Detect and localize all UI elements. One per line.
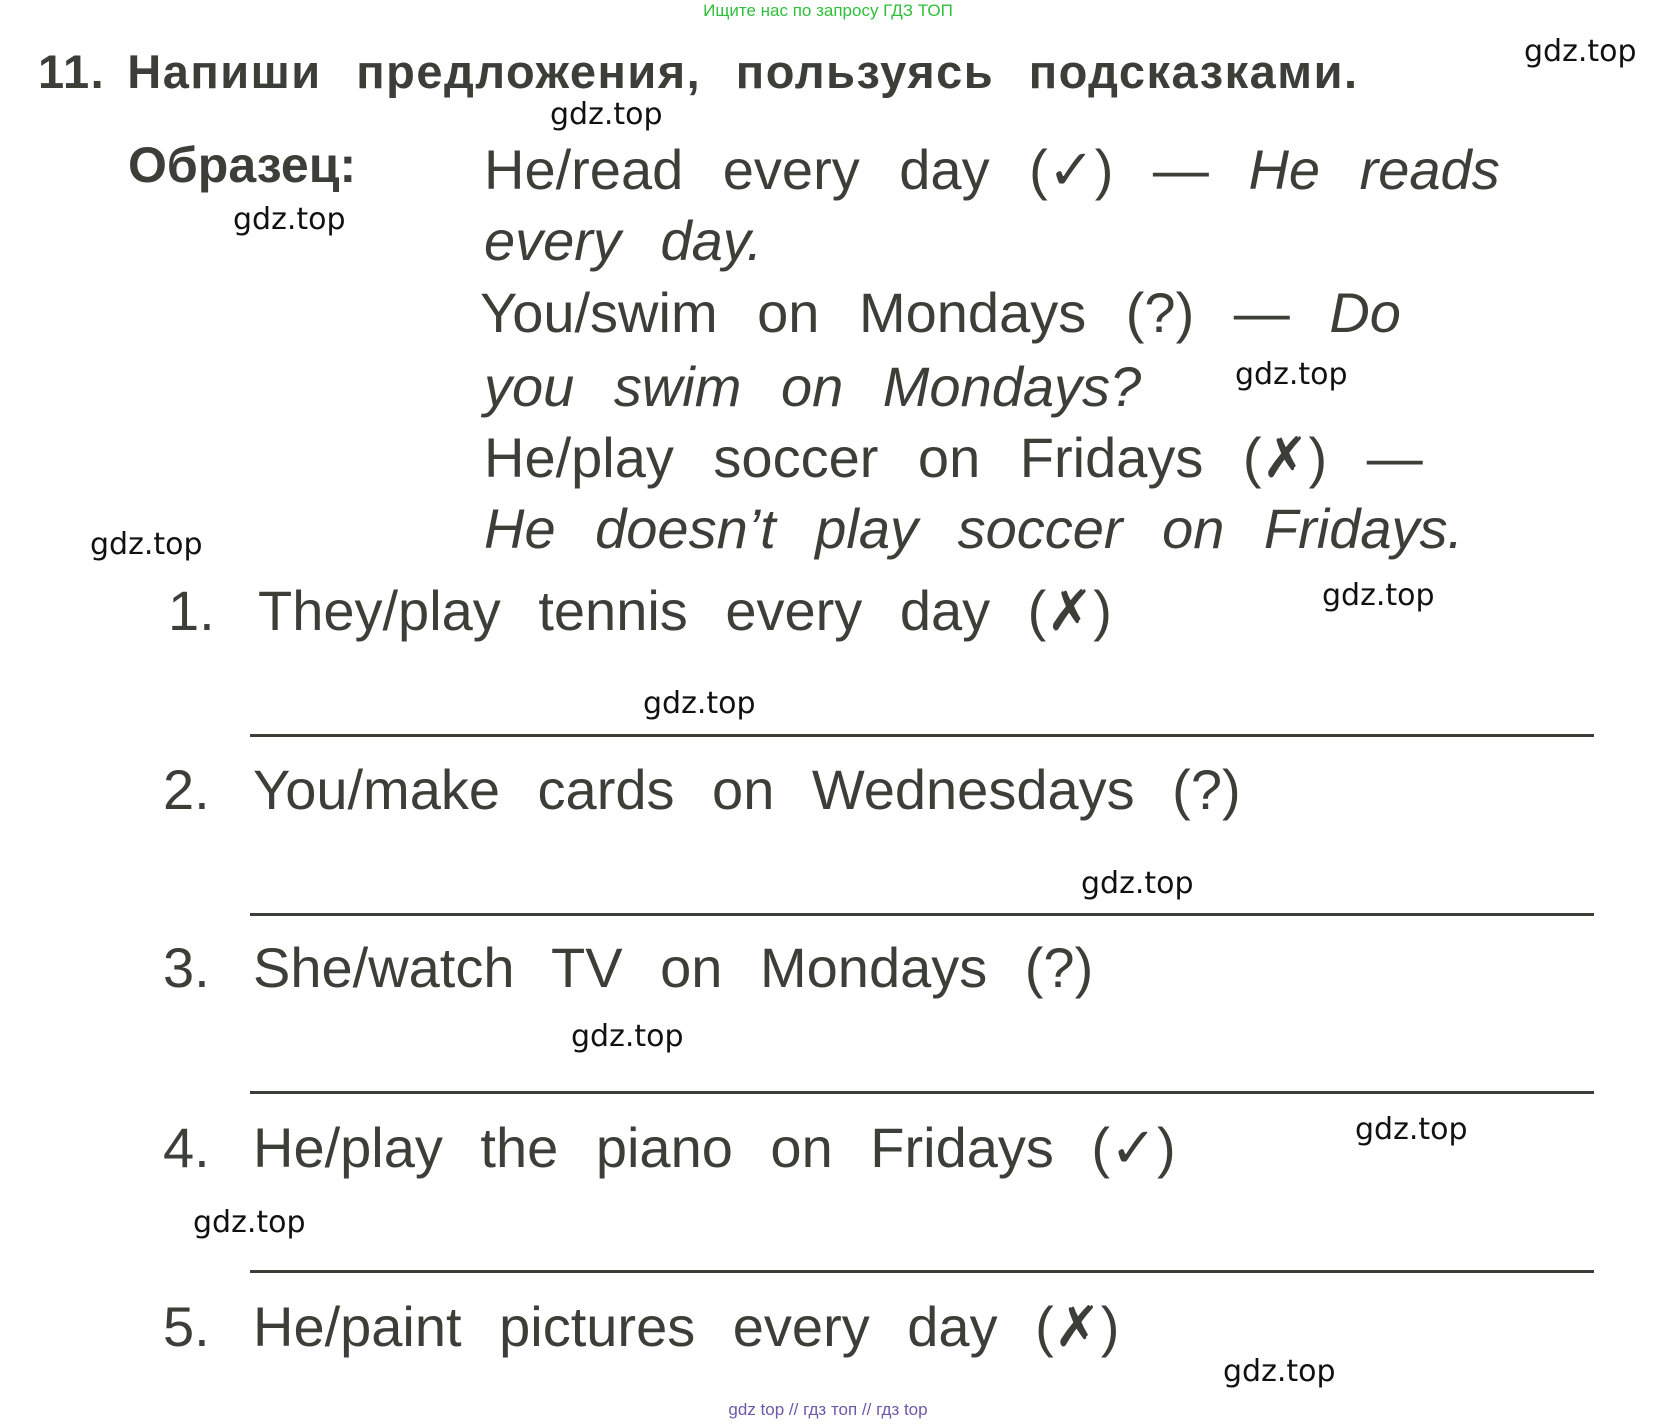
answer-line-1[interactable]	[250, 734, 1594, 737]
exercise-text: You/make cards on Wednesdays (?)	[253, 758, 1241, 821]
exercise-item-4	[163, 1115, 1176, 1181]
exercise-item-3	[163, 935, 1093, 1000]
watermark: gdz.top	[193, 1205, 306, 1240]
sample-answer: Do	[1329, 281, 1401, 344]
watermark: gdz.top	[1524, 34, 1637, 69]
sample-line-6: He doesn’t play soccer on Fridays.	[484, 497, 1464, 560]
exercise-item-2	[163, 757, 1241, 822]
exercise-text: They/play tennis every day (✗)	[258, 579, 1112, 642]
watermark: gdz.top	[1355, 1112, 1468, 1147]
sample-line-3	[480, 280, 1401, 345]
sample-label: Образец:	[128, 137, 357, 193]
footer-banner: gdz top // гдз топ // гдз top	[728, 1400, 928, 1419]
exercise-item-1	[168, 578, 1112, 644]
exercise-text: He/paint pictures every day (✗)	[253, 1295, 1120, 1358]
sample-prompt: He/read every day (✓) —	[484, 138, 1209, 201]
sample-prompt: You/swim on Mondays (?) —	[480, 281, 1290, 344]
exercise-number: 4.	[163, 1116, 210, 1179]
answer-line-2[interactable]	[250, 913, 1594, 916]
task-title: Напиши предложения, пользуясь подсказками.	[127, 45, 1359, 98]
watermark: gdz.top	[550, 97, 663, 132]
watermark: gdz.top	[233, 202, 346, 237]
sample-line-4: you swim on Mondays?	[484, 355, 1142, 418]
watermark: gdz.top	[1223, 1354, 1336, 1389]
exercise-text: He/play the piano on Fridays (✓)	[253, 1116, 1176, 1179]
sample-line-5	[484, 425, 1423, 491]
exercise-number: 3.	[163, 936, 210, 999]
search-hint-banner: Ищите нас по запросу ГДЗ ТОП	[703, 1, 953, 20]
exercise-number: 2.	[163, 758, 210, 821]
answer-line-3[interactable]	[250, 1091, 1594, 1094]
sample-prompt: He/play soccer on Fridays (✗) —	[484, 426, 1423, 489]
task-heading	[38, 44, 1359, 99]
sample-answer: He reads	[1248, 138, 1500, 201]
watermark: gdz.top	[643, 686, 756, 721]
exercise-number: 1.	[168, 579, 215, 642]
exercise-number: 5.	[163, 1295, 210, 1358]
exercise-text: She/watch TV on Mondays (?)	[253, 936, 1094, 999]
watermark: gdz.top	[90, 527, 203, 562]
watermark: gdz.top	[1081, 866, 1194, 901]
sample-line-2: every day.	[484, 209, 763, 272]
answer-line-4[interactable]	[250, 1270, 1594, 1273]
watermark: gdz.top	[1322, 578, 1435, 613]
watermark: gdz.top	[1235, 357, 1348, 392]
exercise-item-5	[163, 1294, 1119, 1360]
sample-line-1	[484, 137, 1500, 203]
task-number: 11.	[38, 45, 106, 98]
watermark: gdz.top	[571, 1019, 684, 1054]
